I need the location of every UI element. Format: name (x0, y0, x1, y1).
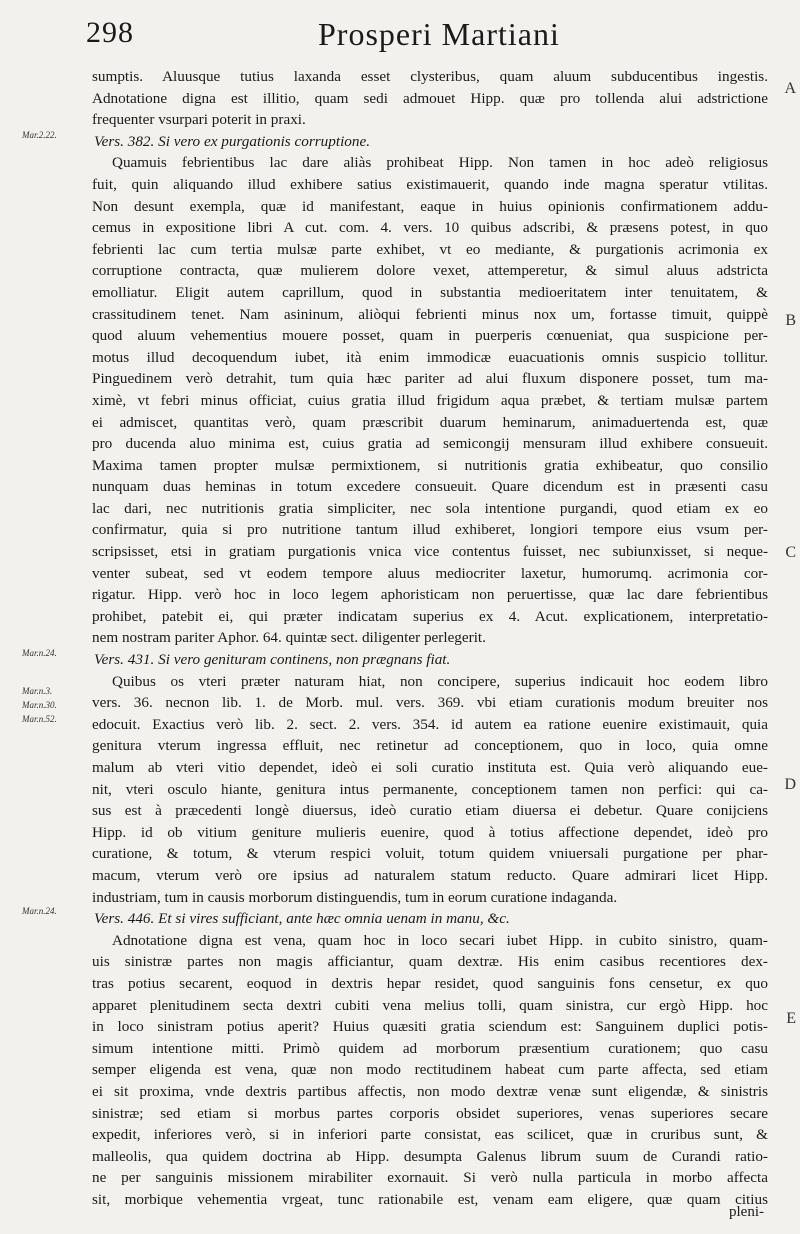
text-line: pro ducenda aluo minima est, cuius gratia ad semicongij mensuram illud exhibere consueuit. (92, 435, 768, 453)
text-line: febrienti lac cum tertia mulsæ parte exhibet, vt eo mediante, & purgationis acrimonia ex (92, 240, 768, 258)
text-line: scripsisset, etsi in gratiam purgationis vnica vice contentus fuisset, nec subiunxisset, si neque- (92, 543, 768, 561)
text-line: sumptis. Aluusque tutius laxanda esset clysteribus, quam aluum subducentibus ingestis. (92, 68, 768, 85)
body-text (92, 66, 768, 1210)
text-line: macum, vterum verò ore ipsius ad naturalem statum reducto. Quare admirari licet Hipp. (92, 866, 768, 884)
margin-note: Mar.n.24. (22, 648, 57, 658)
text-line: tras potius secarent, eoquod in dextris hepar residet, quod sanguinis fons censetur, ex quo (92, 974, 768, 992)
text-line: uis sinistræ partes non magis afficiantur, quam dextræ. His enim casibus recentiores dex- (92, 953, 768, 971)
text-line: Quibus os vteri præter naturam hiat, non concipere, superius indicauit hoc eodem libro (112, 672, 768, 690)
text-line: quod aluum vehementius mouere posset, quam in puerperis cœnueniat, qua suspicione per- (92, 327, 768, 345)
section-letter: D (784, 776, 796, 793)
margin-note: Mar.n.3. (22, 686, 53, 696)
text-line: Adnotatione digna est illitio, quam sedi admouet Hipp. quæ pro tollenda alui adstrictione (92, 89, 768, 107)
text-line: ei sit proxima, vnde dextris partibus affectis, non modo dextræ venæ sunt eligendæ, & sinistris (92, 1082, 768, 1100)
text-line: Non desunt exempla, quæ id manifestant, eaque in huius opinionis confirmationem addu- (92, 197, 768, 215)
text-line: genitura vterum ingressa effluit, nec retinetur ad conceptionem, quo in loco, quia omne (92, 737, 768, 755)
text-line: malleolis, qua quidem doctrina ab Hipp. desumpta Galenus librum suum de Curandi ratio- (92, 1147, 768, 1165)
text-line: nit, vteri osculo hiante, genitura intus permanente, conceptionem tamen non perfici: qui ca- (92, 780, 768, 798)
text-line: semper eligenda est vena, quæ non modo rectitudinem habeat cum parte affecta, sed etiam (92, 1061, 768, 1079)
text-line: emolliatur. Eligit autem caprillum, quod in substantia medioeritatem inter tenuitatem, & (92, 283, 768, 301)
text-line: frequenter vsurpari poterit in praxi. (92, 111, 306, 129)
text-line: ei admiscet, quantitas verò, quam præscribit duarum heminarum, animaduertenda est, quæ (92, 413, 768, 431)
text-line: prohibet, patebit ei, qui præter indicatam superius ex 4. Acut. explicationem, interpretatio- (92, 607, 768, 625)
text-line: apparet plenitudinem secta dextri cubiti vena melius tolli, quam sinistra, cur ergò Hipp. hoc (92, 996, 768, 1014)
text-line: Quamuis febrientibus lac dare aliàs prohibeat Hipp. Non tamen in hoc adeò religiosus (112, 154, 768, 172)
section-letter: E (786, 1010, 796, 1027)
text-line: industriam, tum in causis morborum distinguendis, tum in eorum curatione indaganda. (92, 888, 618, 906)
text-line: nem nostram pariter Aphor. 64. quintæ sect. diligenter perlegerit. (92, 629, 486, 647)
section-letter: B (785, 312, 796, 329)
text-line: motus illud decoquendum iubet, ità enim immodicæ euacuationis omnis suspicio tollitur. (92, 348, 768, 366)
text-line: Maxima tamen propter mulsæ permixtionem, si nutritionis gratia exhibeatur, quo consilio (92, 456, 768, 474)
text-line: cemus in expositione libri A cut. com. 4. vers. 10 quibus adscribi, & præsens potest, in quo (92, 219, 768, 237)
text-line: simum intentione mitti. Primò quidem ad morborum præsentium curationem; quo casu (92, 1039, 768, 1057)
section-letter: C (785, 544, 796, 561)
text-line: nunquam duas heminas in totum excedere consueuit. Quare dicendum est in præsenti casu (92, 478, 768, 496)
margin-note: Mar.n.52. (22, 714, 57, 724)
text-line: in loco sinistram potius aperit? Huius quæsiti gratia sciendum est: Sanguinem duplici potis- (92, 1018, 768, 1036)
verse-heading: Vers. 382. Si vero ex purgationis corruptione. (94, 132, 371, 150)
text-line: rigatur. Hipp. verò hoc in loco legem aphoristicam non peruertisse, quæ lac dare febrientibus (92, 586, 768, 604)
text-line: confirmatur, quia si pro nutritione tantum illud exhiberet, longiori tempore eius vsum per- (92, 521, 768, 539)
margin-note: Mar.2.22. (22, 130, 57, 140)
text-line: curatione, & totum, & vterum respici voluit, totum quidem vniuersali purgatione per phar- (92, 845, 768, 863)
text-line: corruptione contracta, quæ mulierem dolore vexet, attemperetur, & simul aluus adstricta (92, 262, 768, 280)
text-line: Hipp. id ob vitium geniture mulieris euenire, quod à totius affectione dependet, ideò pro (92, 823, 768, 841)
running-title: Prosperi Martiani (318, 16, 560, 52)
text-line: Adnotatione digna est vena, quam hoc in loco secari iubet Hipp. in cubito sinistro, quam- (112, 931, 768, 949)
text-line: expedit, inferiores verò, si in inferiori parte consistat, eas scilicet, quæ in cruribus sunt, & (92, 1126, 768, 1144)
text-line: sus est à præcedenti longè diuersus, ideò curatio etiam diuersa ei debetur. Quare conijciens (92, 802, 768, 820)
text-line: crassitudinem tenet. Nam asininum, aliòqui febrienti minus nox um, fortasse timuit, quippè (92, 305, 768, 323)
section-letter: A (784, 80, 796, 97)
text-line: malum ab vteri vitio dependet, ideò ei soli curatio instituta est. Quia verò aliquando eue- (92, 759, 768, 776)
catchword: pleni- (729, 1204, 764, 1220)
text-line: sit, morbique vehementia vrgeat, tunc rationabile est, venam eam eligere, quæ quam citius (92, 1190, 768, 1208)
text-line: edocuit. Exactius verò lib. 2. sect. 2. vers. 354. id autem ea ratione euenire existimauit, quia (92, 715, 768, 733)
text-line: ne per sanguinis missionem mirabiliter exornauit. Si verò nulla particula in morbo affecta (92, 1169, 768, 1187)
text-line: sinistræ; sed etiam si morbus partes corporis obsidet superiores, venas superiores secare (92, 1104, 768, 1122)
text-line: lac dari, nec nutritionis gratia simpliciter, nec sola intentione purgandi, quod etiam ex eo (92, 499, 768, 517)
verse-heading: Vers. 446. Et si vires sufficiant, ante hæc omnia uenam in manu, &c. (94, 910, 510, 928)
text-line: venter subeat, sed vt eodem tempore aluus mediocriter laxetur, humorumq. acrimonia cor- (92, 564, 768, 582)
text-line: vers. 36. necnon lib. 1. de Morb. mul. vers. 369. vbi etiam curationis modum breuiter nos (92, 694, 768, 712)
verse-heading: Vers. 431. Si vero genituram continens, non prægnans fiat. (94, 651, 451, 669)
page-header (0, 12, 800, 56)
page-number: 298 (86, 16, 134, 49)
text-line: ximè, vt febri minus officiat, cuius gratia illud frigidum aqua præbet, & tertiam mulsæ partem (92, 391, 768, 409)
margin-note: Mar.n.24. (22, 906, 57, 916)
text-line: Pinguedinem verò detrahit, tum quia hæc pariter ad alui fluxum disponere posset, tum ma- (92, 370, 768, 388)
text-line: fuit, quin aliquando illud exhibere satius existimauerit, quando inde magna speratur vtilitas. (92, 175, 768, 193)
margin-note: Mar.n.30. (22, 700, 57, 710)
